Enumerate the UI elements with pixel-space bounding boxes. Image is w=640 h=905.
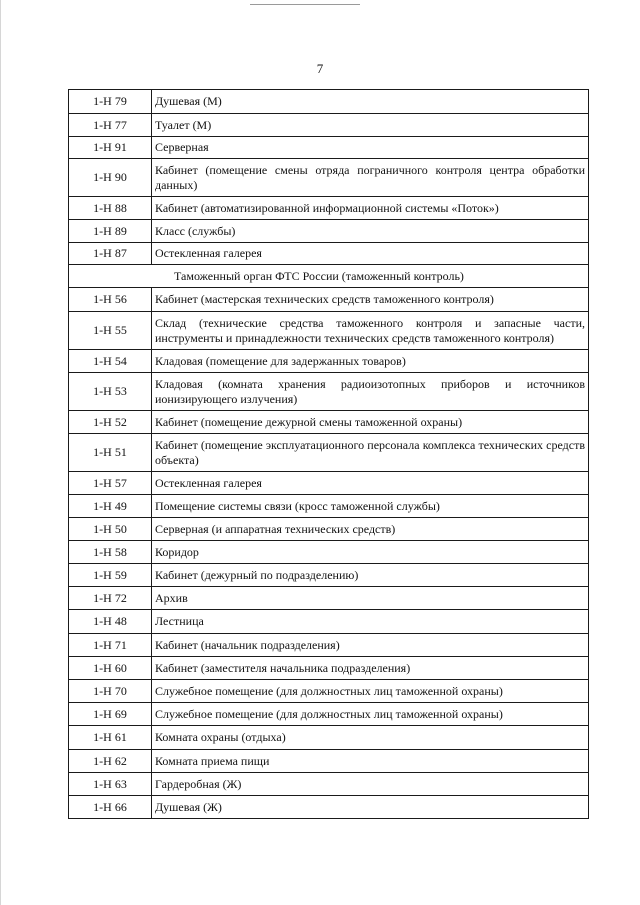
room-code: 1-Н 52 — [69, 411, 152, 434]
room-code: 1-Н 72 — [69, 587, 152, 610]
table-row — [69, 472, 589, 495]
room-code: 1-Н 58 — [69, 541, 152, 564]
room-code: 1-Н 57 — [69, 472, 152, 495]
room-code: 1-Н 77 — [69, 114, 152, 137]
room-description: Коридор — [152, 541, 589, 564]
table-row — [69, 243, 589, 265]
table-row — [69, 312, 589, 350]
room-description: Остекленная галерея — [152, 243, 589, 265]
section-row — [69, 265, 589, 288]
room-code: 1-Н 53 — [69, 373, 152, 411]
room-code: 1-Н 69 — [69, 703, 152, 726]
room-description: Кабинет (мастерская технических средств таможенного контроля) — [152, 288, 589, 312]
table-row — [69, 703, 589, 726]
room-description: Служебное помещение (для должностных лиц таможенной охраны) — [152, 703, 589, 726]
table-row — [69, 610, 589, 634]
room-code: 1-Н 59 — [69, 564, 152, 587]
room-code: 1-Н 49 — [69, 495, 152, 518]
room-description: Кабинет (заместителя начальника подразделения) — [152, 657, 589, 680]
table-row — [69, 495, 589, 518]
room-description: Комната охраны (отдыха) — [152, 726, 589, 750]
table-row — [69, 657, 589, 680]
room-description: Остекленная галерея — [152, 472, 589, 495]
room-code: 1-Н 87 — [69, 243, 152, 265]
room-code: 1-Н 88 — [69, 197, 152, 220]
room-code: 1-Н 60 — [69, 657, 152, 680]
room-description: Кабинет (помещение смены отряда пограничного контроля центра обработки данных) — [152, 159, 589, 197]
table-row — [69, 137, 589, 159]
table-row — [69, 373, 589, 411]
table-row — [69, 220, 589, 243]
room-description: Серверная — [152, 137, 589, 159]
room-code: 1-Н 56 — [69, 288, 152, 312]
room-description: Душевая (Ж) — [152, 796, 589, 819]
table-row — [69, 159, 589, 197]
room-code: 1-Н 70 — [69, 680, 152, 703]
room-code: 1-Н 90 — [69, 159, 152, 197]
room-code: 1-Н 61 — [69, 726, 152, 750]
table-row — [69, 288, 589, 312]
table-row — [69, 114, 589, 137]
rooms-table — [68, 89, 589, 819]
scan-artifact-line — [250, 4, 360, 5]
room-code: 1-Н 48 — [69, 610, 152, 634]
room-description: Служебное помещение (для должностных лиц таможенной охраны) — [152, 680, 589, 703]
room-code: 1-Н 51 — [69, 434, 152, 472]
room-description: Помещение системы связи (кросс таможенной службы) — [152, 495, 589, 518]
room-description: Серверная (и аппаратная технических средств) — [152, 518, 589, 541]
table-row — [69, 680, 589, 703]
room-code: 1-Н 54 — [69, 350, 152, 373]
room-code: 1-Н 79 — [69, 90, 152, 114]
room-description: Кабинет (начальник подразделения) — [152, 634, 589, 657]
room-description: Кабинет (автоматизированной информационной системы «Поток») — [152, 197, 589, 220]
table-row — [69, 726, 589, 750]
table-row — [69, 750, 589, 773]
room-description: Кабинет (помещение дежурной смены таможенной охраны) — [152, 411, 589, 434]
room-code: 1-Н 50 — [69, 518, 152, 541]
room-code: 1-Н 66 — [69, 796, 152, 819]
table-row — [69, 796, 589, 819]
table-row — [69, 350, 589, 373]
room-description: Туалет (М) — [152, 114, 589, 137]
table-row — [69, 90, 589, 114]
table-row — [69, 587, 589, 610]
page-number: 7 — [316, 61, 324, 76]
table-row — [69, 434, 589, 472]
room-description: Лестница — [152, 610, 589, 634]
room-description: Кабинет (помещение эксплуатационного персонала комплекса технических средств объекта) — [152, 434, 589, 472]
table-row — [69, 541, 589, 564]
room-code: 1-Н 62 — [69, 750, 152, 773]
room-description: Класс (службы) — [152, 220, 589, 243]
room-code: 1-Н 89 — [69, 220, 152, 243]
room-description: Гардеробная (Ж) — [152, 773, 589, 796]
room-code: 1-Н 71 — [69, 634, 152, 657]
room-description: Кабинет (дежурный по подразделению) — [152, 564, 589, 587]
table-row — [69, 773, 589, 796]
room-code: 1-Н 63 — [69, 773, 152, 796]
room-description: Душевая (М) — [152, 90, 589, 114]
section-heading: Таможенный орган ФТС России (таможенный контроль) — [69, 265, 589, 288]
room-description: Склад (технические средства таможенного контроля и запасные части, инструменты и принадлежности технических средств таможенного контроля) — [152, 312, 589, 350]
table-row — [69, 564, 589, 587]
room-description: Кладовая (помещение для задержанных товаров) — [152, 350, 589, 373]
rooms-table-body — [69, 90, 589, 819]
table-row — [69, 197, 589, 220]
room-description: Комната приема пищи — [152, 750, 589, 773]
room-description: Архив — [152, 587, 589, 610]
table-row — [69, 634, 589, 657]
table-row — [69, 411, 589, 434]
table-row — [69, 518, 589, 541]
room-description: Кладовая (комната хранения радиоизотопных приборов и источников ионизирующего излучения) — [152, 373, 589, 411]
room-code: 1-Н 91 — [69, 137, 152, 159]
room-code: 1-Н 55 — [69, 312, 152, 350]
